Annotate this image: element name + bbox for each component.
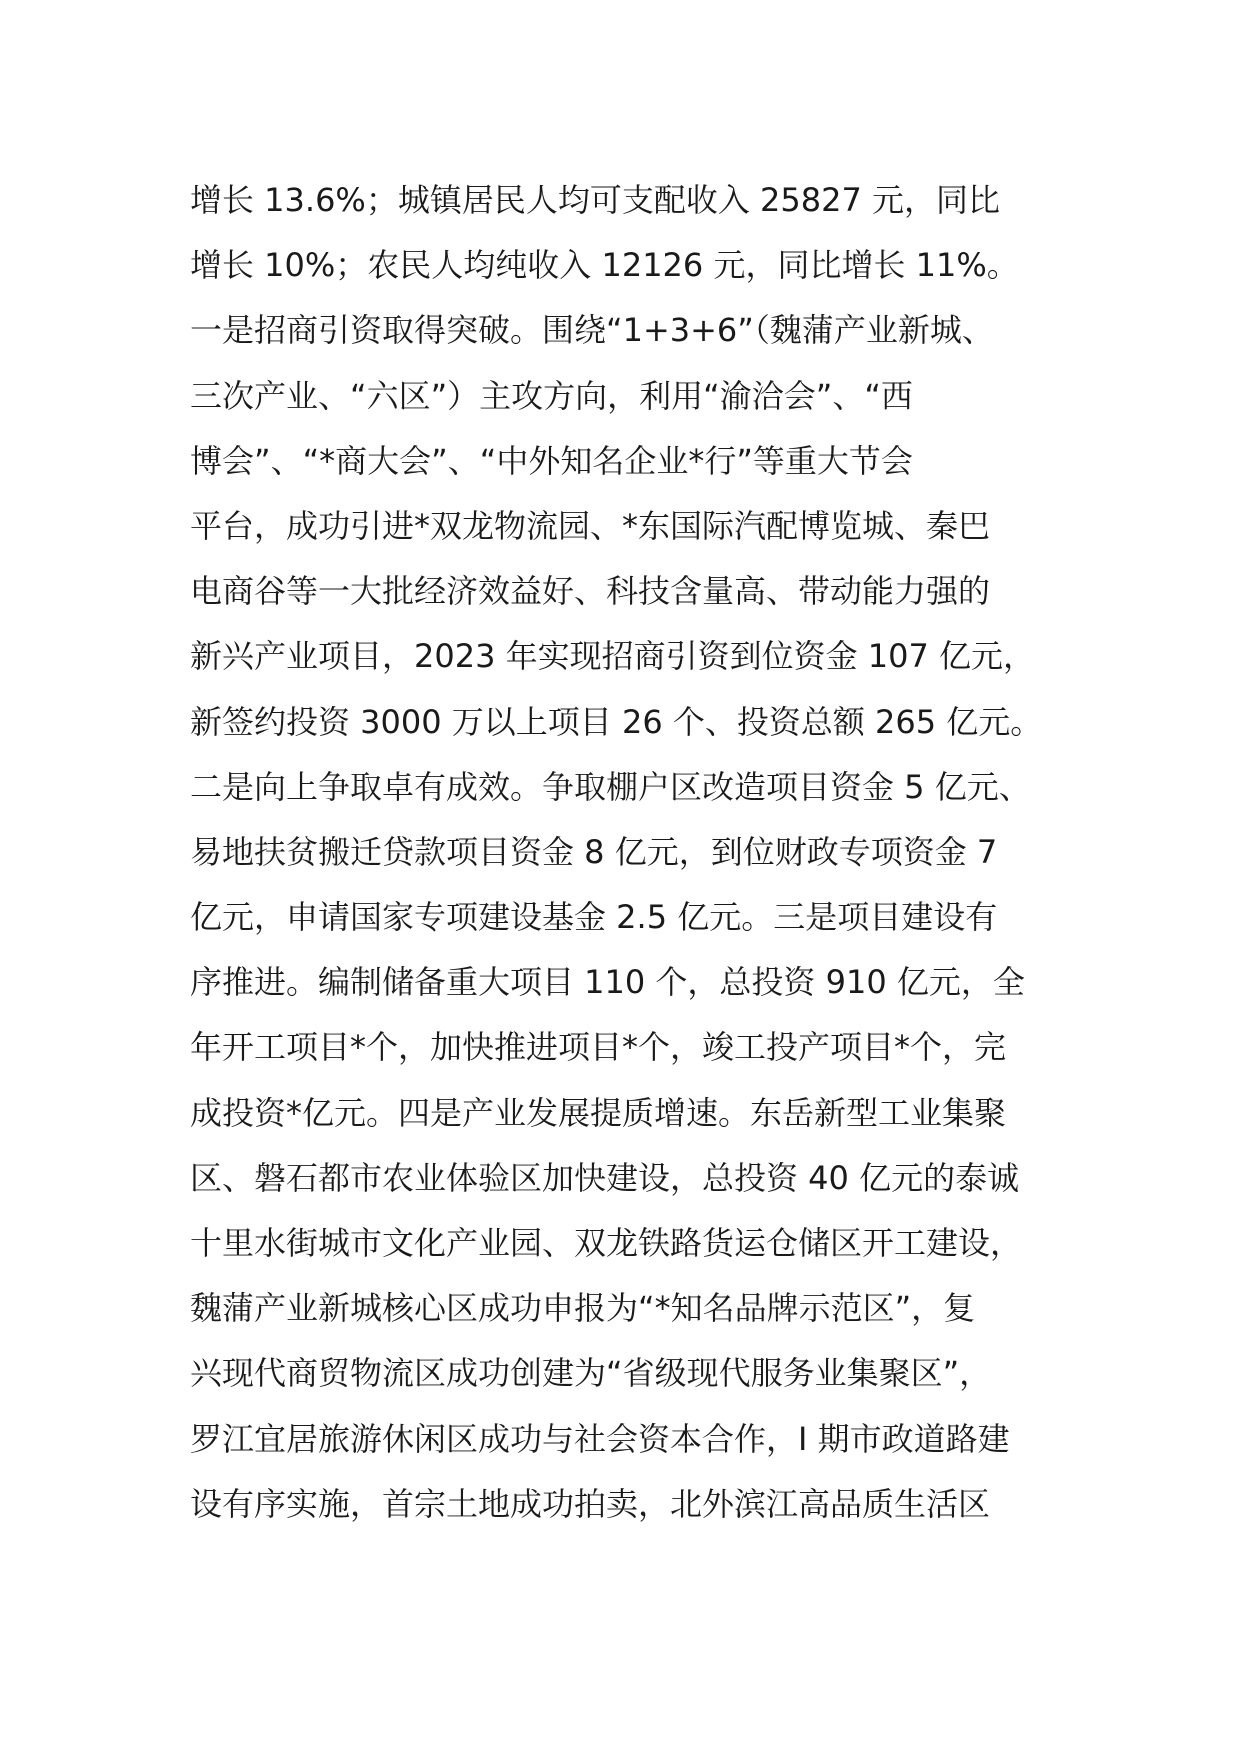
text-line: 魏蒲产业新城核心区成功申报为“*知名品牌示范区”，复 — [190, 1289, 976, 1328]
text-line: 新兴产业项目，2023 年实现招商引资到位资金 107 亿元， — [190, 637, 1036, 676]
text-line: 易地扶贫搬迁贷款项目资金 8 亿元，到位财政专项资金 7 — [190, 832, 998, 871]
text-line: 序推进。编制储备重大项目 110 个，总投资 910 亿元，全 — [190, 963, 1025, 1002]
text-line: 年开工项目*个，加快推进项目*个，竣工投产项目*个，完 — [190, 1028, 1007, 1067]
text-line: 增长 10%；农民人均纯收入 12126 元，同比增长 11%。 — [190, 246, 1019, 285]
text-line: 区、磐石都市农业体验区加快建设，总投资 40 亿元的泰诚 — [190, 1158, 1020, 1197]
text-line: 十里水街城市文化产业园、双龙铁路货运仓储区开工建设， — [190, 1224, 1023, 1262]
text-line: 一是招商引资取得突破。围绕“1+3+6”（魏蒲产业新城、 — [190, 311, 994, 350]
body-text — [190, 168, 1070, 1537]
text-line: 二是向上争取卓有成效。争取棚户区改造项目资金 5 亿元、 — [190, 767, 1031, 806]
text-line: 设有序实施，首宗土地成功拍卖，北外滨江高品质生活区 — [190, 1484, 991, 1523]
text-line: 成投资*亿元。四是产业发展提质增速。东岳新型工业集聚 — [190, 1093, 1007, 1132]
text-line: 增长 13.6%；城镇居民人均可支配收入 25827 元，同比 — [190, 181, 1000, 219]
text-line: 罗江宜居旅游休闲区成功与社会资本合作，I 期市政道路建 — [190, 1419, 1010, 1458]
text-line: 兴现代商贸物流区成功创建为“省级现代服务业集聚区”， — [190, 1354, 992, 1393]
text-line: 三次产业、“六区”）主攻方向，利用“渝洽会”、“西 — [190, 376, 913, 415]
text-line: 电商谷等一大批经济效益好、科技含量高、带动能力强的 — [190, 572, 991, 611]
text-line: 新签约投资 3000 万以上项目 26 个、投资总额 265 亿元。 — [190, 702, 1043, 741]
text-line: 亿元，申请国家专项建设基金 2.5 亿元。三是项目建设有 — [190, 898, 998, 937]
text-line: 平台，成功引进*双龙物流园、*东国际汽配博览城、秦巴 — [190, 506, 991, 545]
text-line: 博会”、“*商大会”、“中外知名企业*行”等重大节会 — [190, 441, 913, 480]
